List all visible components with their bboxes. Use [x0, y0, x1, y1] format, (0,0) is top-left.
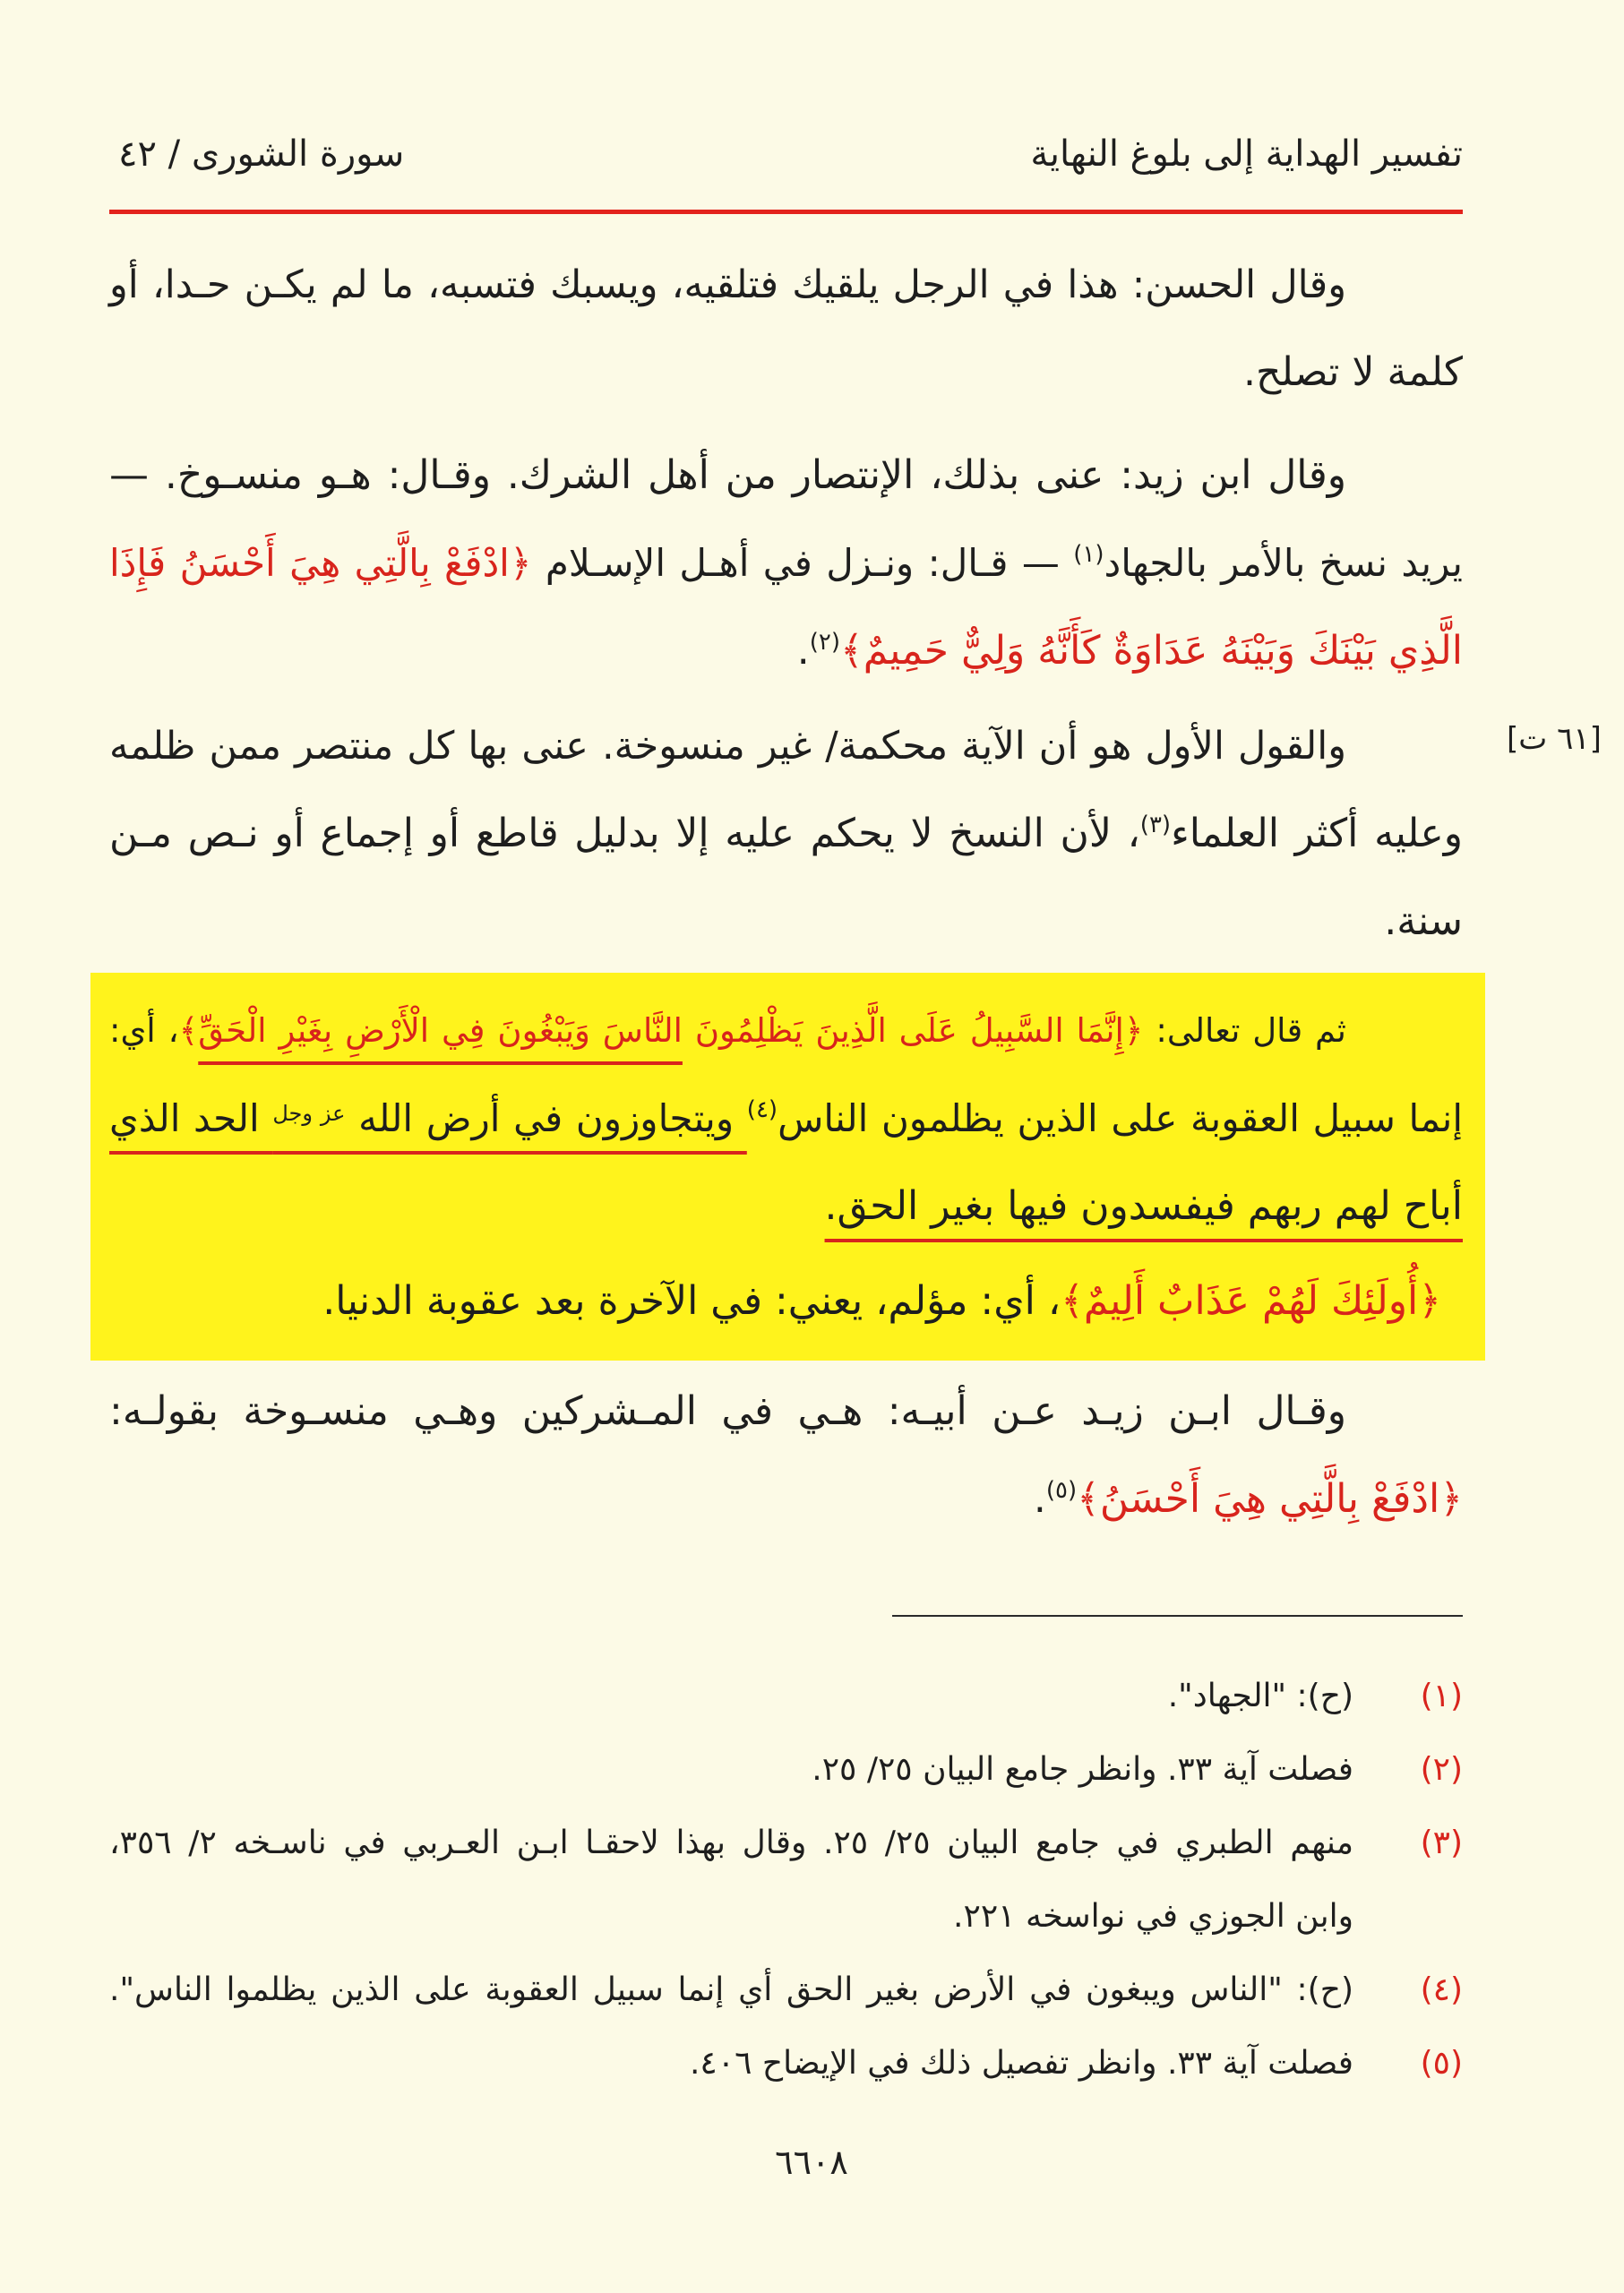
text-line: وقال ابن زيد: عنى بذلك، الإنتصار من أهل الشرك. وقـال: هـو منسـوخ. —: [109, 452, 1346, 498]
footnote-number: (٢): [1420, 1751, 1463, 1788]
quran-verse: ﴿ادْفَعْ بِالَّتِي هِيَ أَحْسَنُ﴾: [1077, 1476, 1463, 1522]
text-line: [109, 607, 1463, 695]
footnote-text: [109, 1954, 1353, 2027]
quran-verse: ﴿إِنَّمَا السَّبِيلُ عَلَى الَّذِينَ يَظْلِمُونَ: [682, 1011, 1144, 1050]
quran-verse: ﴿ادْفَعْ بِالَّتِي هِيَ أَحْسَنُ فَإِذَا: [109, 541, 532, 585]
text-run: ويتجاوزون في أرض الله: [345, 1096, 747, 1140]
paragraph-ibn-zayd-father: [109, 1368, 1463, 1543]
text-run: وعليه أكثر العلماء: [1171, 811, 1464, 856]
footnote-item: [109, 1660, 1463, 1733]
text-line: [109, 1163, 1463, 1250]
footnote-separator: [892, 1615, 1463, 1617]
text-run: ، أي: مؤلم، يعني: في الآخرة بعد عقوبة الدنيا.: [322, 1278, 1061, 1324]
paragraph-highlighted-verse: [109, 1258, 1463, 1345]
paragraph-highlighted: [109, 987, 1463, 1250]
footnote-ref: (٥): [1045, 1477, 1078, 1504]
footnote-ref: (٢): [809, 629, 841, 656]
footnote-text: [109, 2027, 1353, 2100]
footnote-item: [109, 1807, 1463, 1954]
text-line: والقول الأول هو أن الآية محكمة/ غير منسوخة. عنى بها كل منتصر ممن ظلمه: [109, 724, 1346, 769]
footnote-line: (ح): "الجهاد".: [1167, 1678, 1353, 1714]
paragraph-hasan: [109, 241, 1463, 417]
text-run: .: [1033, 1476, 1046, 1522]
footnote-number: (٥): [1420, 2045, 1463, 2082]
footnote-line: وابن الجوزي في نواسخه ٢٢١.: [953, 1898, 1353, 1935]
footnote-text: [109, 1733, 1353, 1807]
footnote-text: [109, 1807, 1353, 1954]
text-line: [109, 1456, 1463, 1543]
quran-verse-close: ﴾: [178, 1011, 199, 1050]
text-run: الحد الذي: [109, 1096, 273, 1140]
underlined-text: أباح لهم ربهم فيفسدون فيها بغير الحق.: [824, 1183, 1463, 1229]
text-run: ، أي:: [109, 1011, 179, 1050]
text-line: [109, 520, 1463, 607]
quran-verse-underlined: النَّاسَ وَيَبْغُونَ فِي الْأَرْضِ بِغَيْرِ الْحَقِّ: [198, 1011, 683, 1050]
highlight-box: [90, 973, 1485, 1361]
footnote-line: فصلت آية ٣٣. وانظر جامع البيان ٢٥/ ٢٥.: [812, 1751, 1353, 1788]
footnote-ref: (٤): [746, 1096, 778, 1123]
paragraph-first-opinion: [109, 702, 1463, 966]
header-rule: [109, 210, 1463, 214]
text-line: كلمة لا تصلح.: [1243, 349, 1463, 395]
footnote-item: [109, 1733, 1463, 1807]
text-run: إنما سبيل العقوبة على الذين يظلمون الناس: [778, 1096, 1463, 1140]
text-run: يريد نسخ بالأمر بالجهاد: [1104, 541, 1463, 585]
footnote-number: (٤): [1420, 1971, 1463, 2008]
text-run: ، لأن النسخ لا يحكم عليه إلا بدليل قاطع أو إجماع أو نـص مـن: [109, 811, 1140, 856]
footnote-number: (٣): [1420, 1825, 1463, 1861]
text-run: — قـال: ونـزل في أهـل الإسـلام: [531, 541, 1074, 585]
text-line: [109, 790, 1463, 878]
footnotes: [109, 1660, 1463, 2100]
text-line: وقال الحسن: هذا في الرجل يلقيك فتلقيه، ويسبك فتسبه، ما لم يكـن حـدا، أو: [109, 262, 1346, 307]
page-number: ٦٦٠٨: [775, 2143, 848, 2182]
text-line: وقـال ابـن زيـد عـن أبيـه: هـي في المـشركين وهـي منسـوخة بقولـه:: [109, 1388, 1346, 1434]
manuscript-folio-marker: [ت ٦١]: [1507, 721, 1602, 757]
honorific-ligature: عز وجل: [272, 1101, 346, 1126]
footnote-line: (ح): "الناس ويبغون في الأرض بغير الحق أي إنما سبيل العقوبة على الذين يظلموا الناس".: [109, 1971, 1353, 2008]
footnote-item: [109, 1954, 1463, 2027]
text-line: [109, 987, 1463, 1075]
quran-verse: الَّذِي بَيْنَكَ وَبَيْنَهُ عَدَاوَةٌ كَأَنَّهُ وَلِيٌّ حَمِيمٌ﴾: [840, 628, 1463, 674]
text-line: سنة.: [1384, 898, 1463, 944]
text-run: .: [796, 628, 810, 674]
footnote-line: منهم الطبري في جامع البيان ٢٥/ ٢٥. وقال بهذا لاحقـا ابـن العـربي في ناسـخه ٢/ ٣٥٦،: [109, 1825, 1354, 1861]
underlined-text: [109, 1096, 747, 1140]
text-line: [109, 1258, 1463, 1345]
paragraph-ibn-zayd: [109, 432, 1463, 695]
footnote-ref: (٣): [1139, 812, 1172, 838]
running-head-surah: سورة الشورى / ٤٢: [118, 133, 405, 175]
footnote-text: [109, 1660, 1353, 1733]
footnote-number: (١): [1420, 1678, 1463, 1714]
running-head-book-title: تفسير الهداية إلى بلوغ النهاية: [1030, 133, 1463, 175]
quran-verse: ﴿أُولَئِكَ لَهُمْ عَذَابٌ أَلِيمٌ﴾: [1061, 1278, 1441, 1324]
text-run: ثم قال تعالى:: [1143, 1011, 1346, 1050]
footnote-line: فصلت آية ٣٣. وانظر تفصيل ذلك في الإيضاح ٤٠٦.: [689, 2045, 1353, 2082]
footnote-item: [109, 2027, 1463, 2100]
text-line: [109, 1075, 1463, 1163]
footnote-ref: (١): [1073, 541, 1104, 568]
